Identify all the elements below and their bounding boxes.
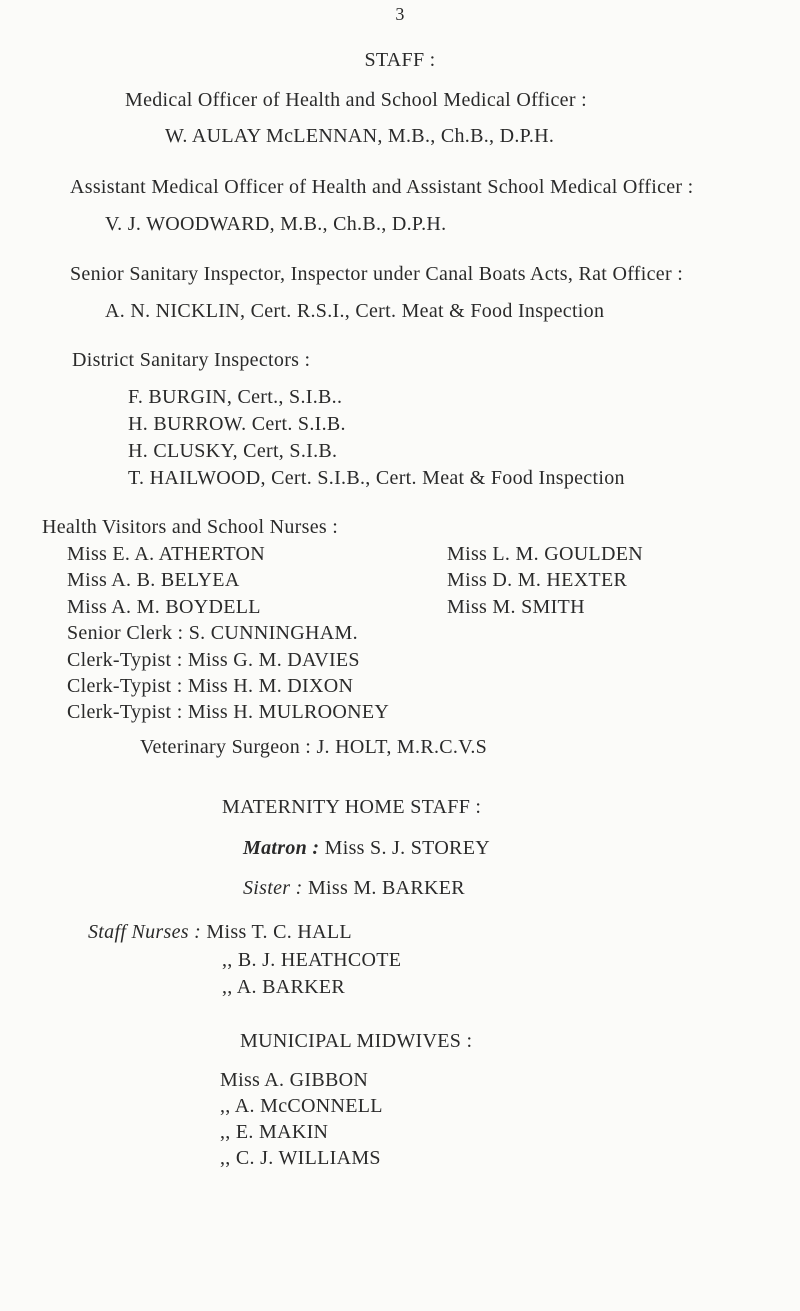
matron-line	[243, 836, 490, 860]
midwives-heading: MUNICIPAL MIDWIVES :	[240, 1030, 473, 1052]
ssi-title: Senior Sanitary Inspector, Inspector under Canal Boats Acts, Rat Officer :	[70, 263, 684, 285]
clerk-line: Senior Clerk : S. CUNNINGHAM.	[67, 622, 358, 644]
maternity-heading: MATERNITY HOME STAFF :	[222, 796, 482, 818]
dsi-name: H. CLUSKY, Cert, S.I.B.	[128, 440, 338, 462]
matron-label: Matron :	[243, 837, 320, 859]
staff-nurse-name: ,, A. BARKER	[222, 976, 346, 998]
staff-nurse-name: Miss T. C. HALL	[206, 921, 352, 943]
mooh-name: W. AULAY McLENNAN, M.B., Ch.B., D.P.H.	[165, 125, 555, 147]
hv-name-right: Miss D. M. HEXTER	[447, 569, 628, 591]
hv-title: Health Visitors and School Nurses :	[42, 516, 339, 538]
dsi-name: F. BURGIN, Cert., S.I.B..	[128, 386, 343, 408]
hv-name-left: Miss E. A. ATHERTON	[67, 543, 266, 565]
staff-nurses-line	[88, 920, 352, 944]
midwife-name: Miss A. GIBBON	[220, 1069, 369, 1091]
clerk-line: Clerk-Typist : Miss H. M. DIXON	[67, 675, 354, 697]
dsi-name: H. BURROW. Cert. S.I.B.	[128, 413, 346, 435]
mooh-title: Medical Officer of Health and School Medical Officer :	[125, 89, 587, 111]
hv-name-right: Miss L. M. GOULDEN	[447, 543, 643, 565]
ssi-name: A. N. NICKLIN, Cert. R.S.I., Cert. Meat & Food Inspection	[105, 300, 605, 322]
staff-nurses-label: Staff Nurses :	[88, 921, 202, 943]
midwife-name: ,, E. MAKIN	[220, 1121, 329, 1143]
dsi-name: T. HAILWOOD, Cert. S.I.B., Cert. Meat & Food Inspection	[128, 467, 625, 489]
sister-line	[243, 876, 465, 900]
staff-heading: STAFF :	[364, 49, 436, 71]
hv-name-right: Miss M. SMITH	[447, 596, 585, 618]
staff-nurse-name: ,, B. J. HEATHCOTE	[222, 949, 402, 971]
vet-line: Veterinary Surgeon : J. HOLT, M.R.C.V.S	[140, 736, 488, 758]
amooh-title: Assistant Medical Officer of Health and Assistant School Medical Officer :	[70, 176, 694, 198]
sister-name: Miss M. BARKER	[307, 877, 465, 899]
sister-label: Sister :	[243, 877, 303, 899]
clerk-line: Clerk-Typist : Miss H. MULROONEY	[67, 701, 390, 723]
matron-name: Miss S. J. STOREY	[324, 837, 490, 859]
page-number: 3	[395, 4, 405, 24]
midwife-name: ,, A. McCONNELL	[220, 1095, 383, 1117]
amooh-name: V. J. WOODWARD, M.B., Ch.B., D.P.H.	[105, 213, 447, 235]
clerk-line: Clerk-Typist : Miss G. M. DAVIES	[67, 649, 360, 671]
dsi-title: District Sanitary Inspectors :	[72, 349, 311, 371]
midwife-name: ,, C. J. WILLIAMS	[220, 1147, 381, 1169]
hv-name-left: Miss A. M. BOYDELL	[67, 596, 261, 618]
hv-name-left: Miss A. B. BELYEA	[67, 569, 240, 591]
